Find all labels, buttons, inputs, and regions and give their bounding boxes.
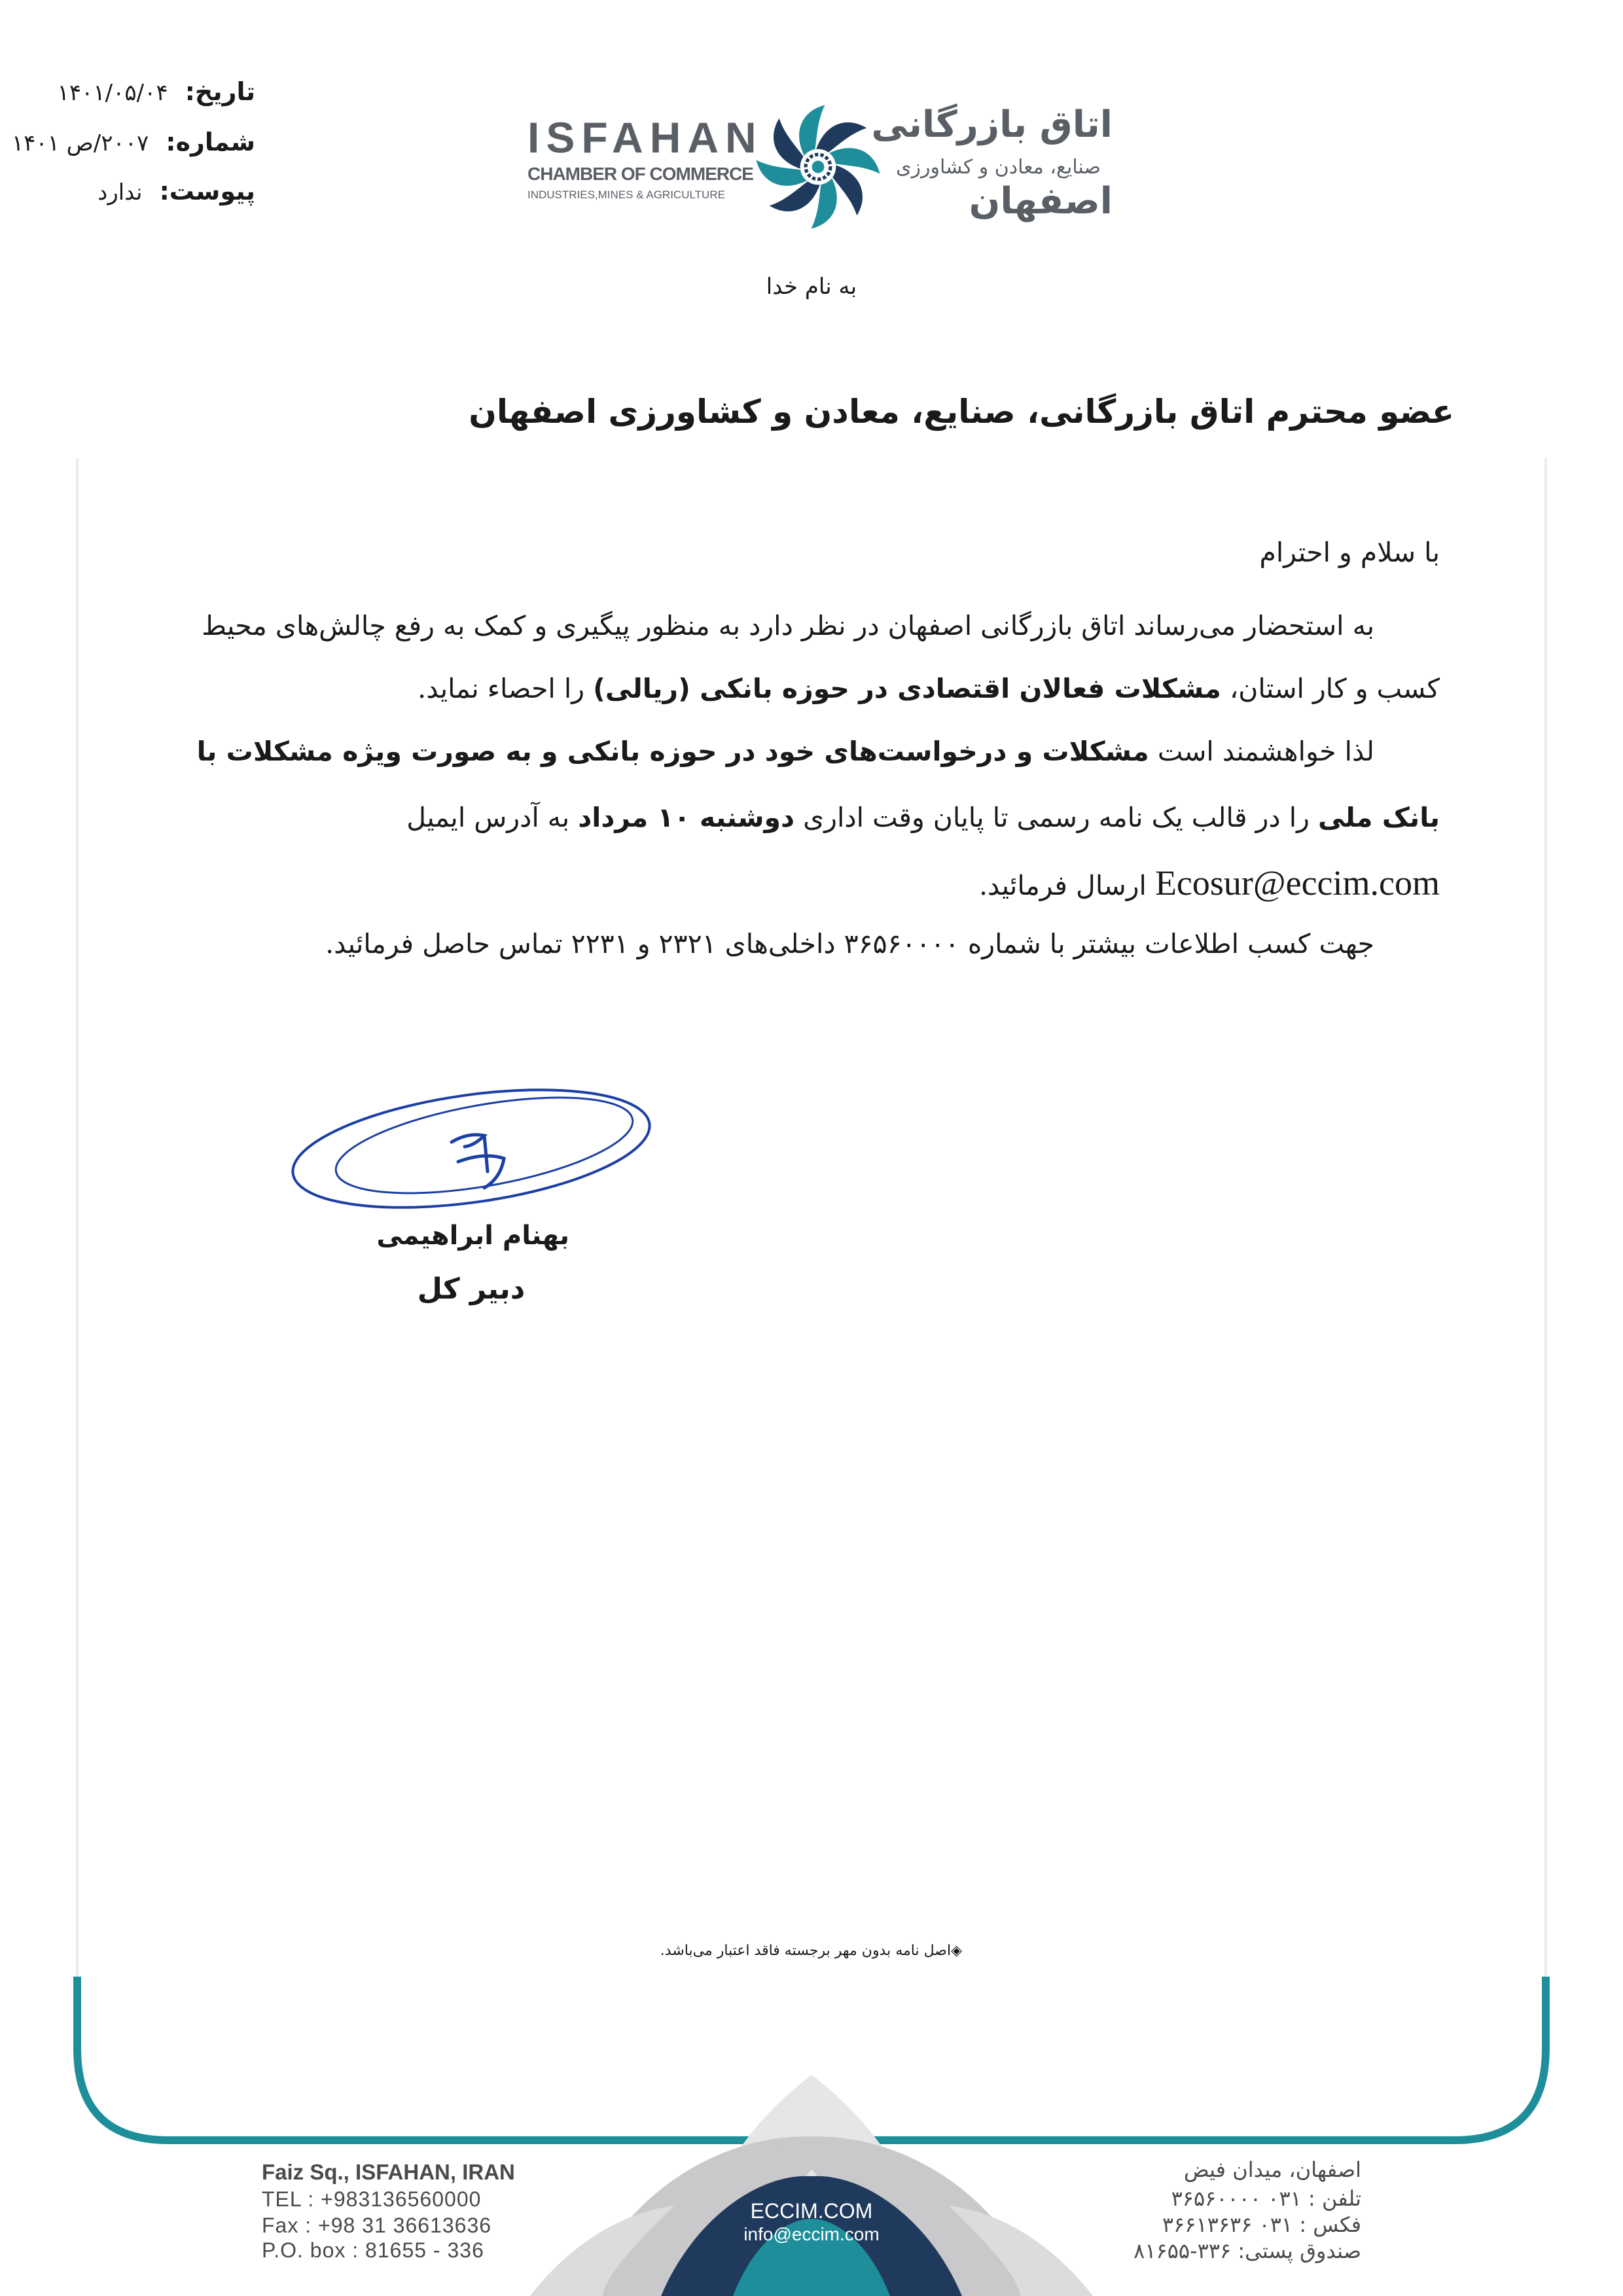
footer-address-fa: اصفهان، میدان فیض [1183,2157,1361,2182]
paragraph-2-line-1 [164,736,1374,767]
attachment-label: پیوست: [159,177,255,206]
validity-note [661,1943,962,1959]
p1-line2-text-a: کسب و کار استان، [1229,673,1440,704]
footer-fax-en: Fax : +98 31 36613636 [262,2214,492,2237]
validity-note-text: اصل نامه بدون مهر برجسته فاقد اعتبار می‌باشد. [660,1943,952,1959]
footer-tel-fa: تلفن : ۰۳۱ ۳۶۵۶۰۰۰۰ [1171,2186,1361,2211]
logo-fa-title: اتاق بازرگانی [871,103,1113,146]
p2-line1-text-a: لذا خواهشمند است [1157,736,1374,767]
email-address[interactable]: Ecosur@eccim.com [1154,863,1440,903]
p2-line2-bold-2: دوشنبه ۱۰ مرداد [578,802,795,833]
diamond-icon: ◈ [951,1943,962,1959]
logo-en-sub2: INDUSTRIES,MINES & AGRICULTURE [527,188,725,201]
recipient-heading: عضو محترم اتاق بازرگانی، صنایع، معادن و کشاورزی اصفهان [469,393,1454,431]
paragraph-2-line-2 [164,802,1440,833]
number-label: شماره: [166,128,255,156]
footer-fax-fa: فکس : ۰۳۱ ۳۶۶۱۳۶۳۶ [1162,2212,1361,2237]
logo-en-title: ISFAHAN [527,113,763,162]
greeting: با سلام و احترام [1259,537,1440,568]
footer-tel-en: TEL : +983136560000 [262,2187,482,2211]
number-value: ۲۰۰۷/ص ۱۴۰۱ [11,130,149,156]
paragraph-1-line-2 [164,673,1440,704]
attachment-value: ندارد [98,179,143,206]
footer-address-en: Faiz Sq., ISFAHAN, IRAN [262,2160,515,2184]
p2-line2-bold-1: بانک ملی [1317,802,1440,833]
signatory-name: بهنام ابراهیمی [376,1221,569,1251]
paragraph-3: جهت کسب اطلاعات بیشتر با شماره ۳۶۵۶۰۰۰۰ داخلی‌های ۲۳۲۱ و ۲۲۳۱ تماس حاصل فرمائید. [325,928,1374,960]
date-label: تاریخ: [185,77,255,106]
p1-line2-text-b: را احصاء نماید. [418,673,585,704]
signatory-title: دبیر کل [417,1272,526,1306]
date-value: ۱۴۰۱/۰۵/۰۴ [57,80,168,106]
footer-site: ECCIM.COM [750,2199,873,2223]
p2-line3-text: ارسال فرمائید. [979,870,1147,901]
p2-line2-text-b: به آدرس ایمیل [406,802,570,833]
paragraph-1-line-1 [164,610,1374,641]
footer-mail: info@eccim.com [743,2224,880,2244]
logo-en-sub1: CHAMBER OF COMMERCE [527,164,753,184]
p1-line2-bold: مشکلات فعالان اقتصادی در حوزه بانکی (ریالی) [593,673,1221,704]
p2-line1-bold: مشکلات و درخواست‌های خود در حوزه بانکی و به صورت ویژه مشکلات با [196,736,1149,767]
logo-fa-city: اصفهان [969,180,1113,223]
p2-line2-text-a: را در قالب یک نامه رسمی تا پایان وقت اداری [803,802,1310,833]
footer-emblem [530,2062,1093,2296]
footer-pobox-fa: صندوق پستی: ۳۳۶-۸۱۶۵۵ [1133,2238,1361,2263]
footer-pobox-en: P.O. box : 81655 - 336 [262,2238,484,2262]
basmala: به نام خدا [766,274,857,300]
handwritten-signature [288,1073,668,1237]
logo-fa-sub: صنایع، معادن و کشاورزی [896,156,1101,179]
paragraph-2-line-3 [164,863,1440,903]
p1-line1-text: به استحضار می‌رساند اتاق بازرگانی اصفهان در نظر دارد به منظور پیگیری و کمک به رفع چالش‌های محیط [202,610,1374,641]
